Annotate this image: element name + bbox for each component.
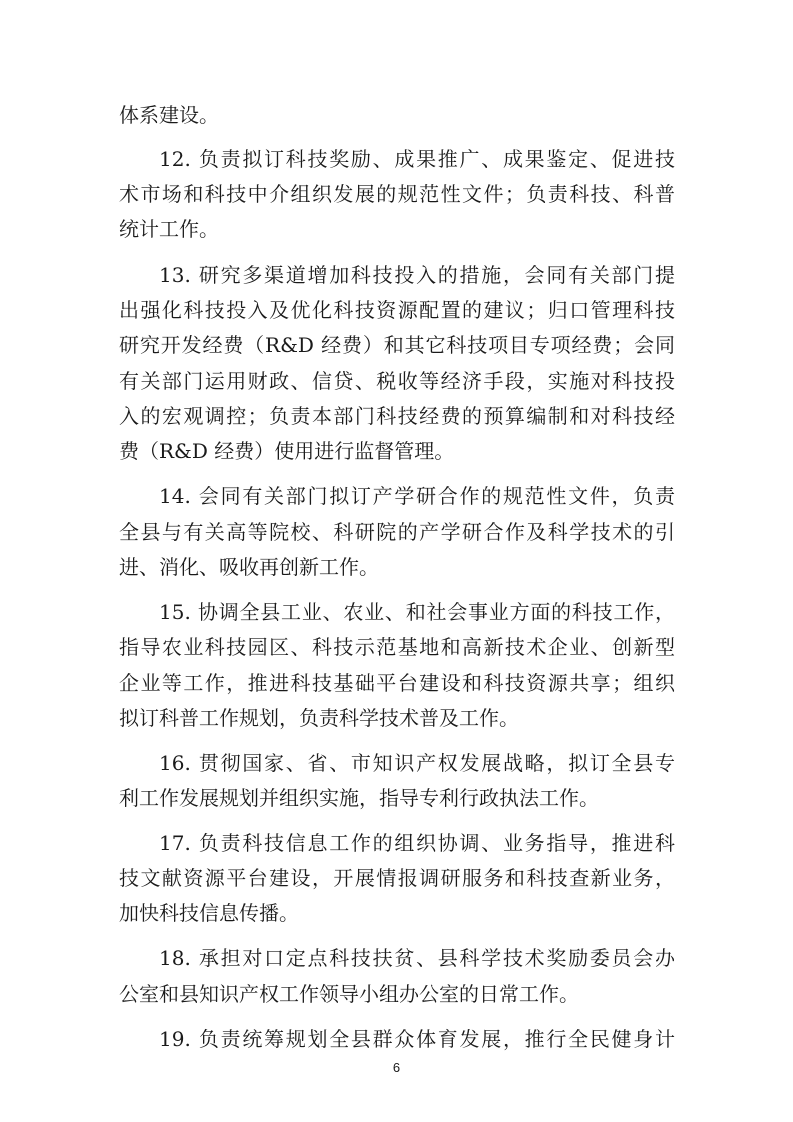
list-item-19-line: 19. 负责统筹规划全县群众体育发展，推行全民健身计	[159, 1027, 675, 1051]
list-item-14-line: 14. 会同有关部门拟订产学研合作的规范性文件，负责	[159, 484, 675, 508]
list-item-15-line: 企业等工作，推进科技基础平台建设和科技资源共享；组织	[119, 671, 675, 695]
list-item-17-line: 技文献资源平台建设，开展情报调研服务和科技查新业务，	[119, 866, 675, 890]
list-item-15-line: 15. 协调全县工业、农业、和社会事业方面的科技工作，	[159, 600, 675, 624]
list-item-13-line: 出强化科技投入及优化科技资源配置的建议；归口管理科技	[119, 298, 675, 322]
list-item-15-line: 拟订科普工作规划，负责科学技术普及工作。	[119, 706, 519, 730]
list-item-18-line: 公室和县知识产权工作领导小组办公室的日常工作。	[119, 982, 579, 1006]
list-item-15-line: 指导农业科技园区、科技示范基地和高新技术企业、创新型	[119, 635, 675, 659]
list-item-17-line: 17. 负责科技信息工作的组织协调、业务指导，推进科	[159, 831, 675, 855]
list-item-18-line: 18. 承担对口定点科技扶贫、县科学技术奖励委员会办	[159, 946, 675, 970]
list-item-13-line: 有关部门运用财政、信贷、税收等经济手段，实施对科技投	[119, 369, 675, 393]
list-item-14-line: 进、消化、吸收再创新工作。	[119, 555, 379, 579]
list-item-13-line: 13. 研究多渠道增加科技投入的措施，会同有关部门提	[159, 263, 675, 287]
list-item-13-line: 研究开发经费（R&D 经费）和其它科技项目专项经费；会同	[119, 333, 675, 357]
list-item-12-line: 12. 负责拟订科技奖励、成果推广、成果鉴定、促进技	[159, 147, 675, 171]
list-item-13-line: 入的宏观调控；负责本部门科技经费的预算编制和对科技经	[119, 404, 675, 428]
list-item-12-line: 统计工作。	[119, 217, 219, 241]
list-item-16-line: 16. 贯彻国家、省、市知识产权发展战略，拟订全县专	[159, 751, 675, 775]
page-number: 6	[392, 1060, 401, 1075]
body-text-line: 体系建设。	[119, 103, 219, 127]
list-item-16-line: 利工作发展规划并组织实施，指导专利行政执法工作。	[119, 786, 599, 810]
list-item-17-line: 加快科技信息传播。	[119, 901, 299, 925]
list-item-14-line: 全县与有关高等院校、科研院的产学研合作及科学技术的引	[119, 520, 675, 544]
list-item-13-line: 费（R&D 经费）使用进行监督管理。	[119, 439, 455, 463]
list-item-12-line: 术市场和科技中介组织发展的规范性文件；负责科技、科普	[119, 182, 675, 206]
